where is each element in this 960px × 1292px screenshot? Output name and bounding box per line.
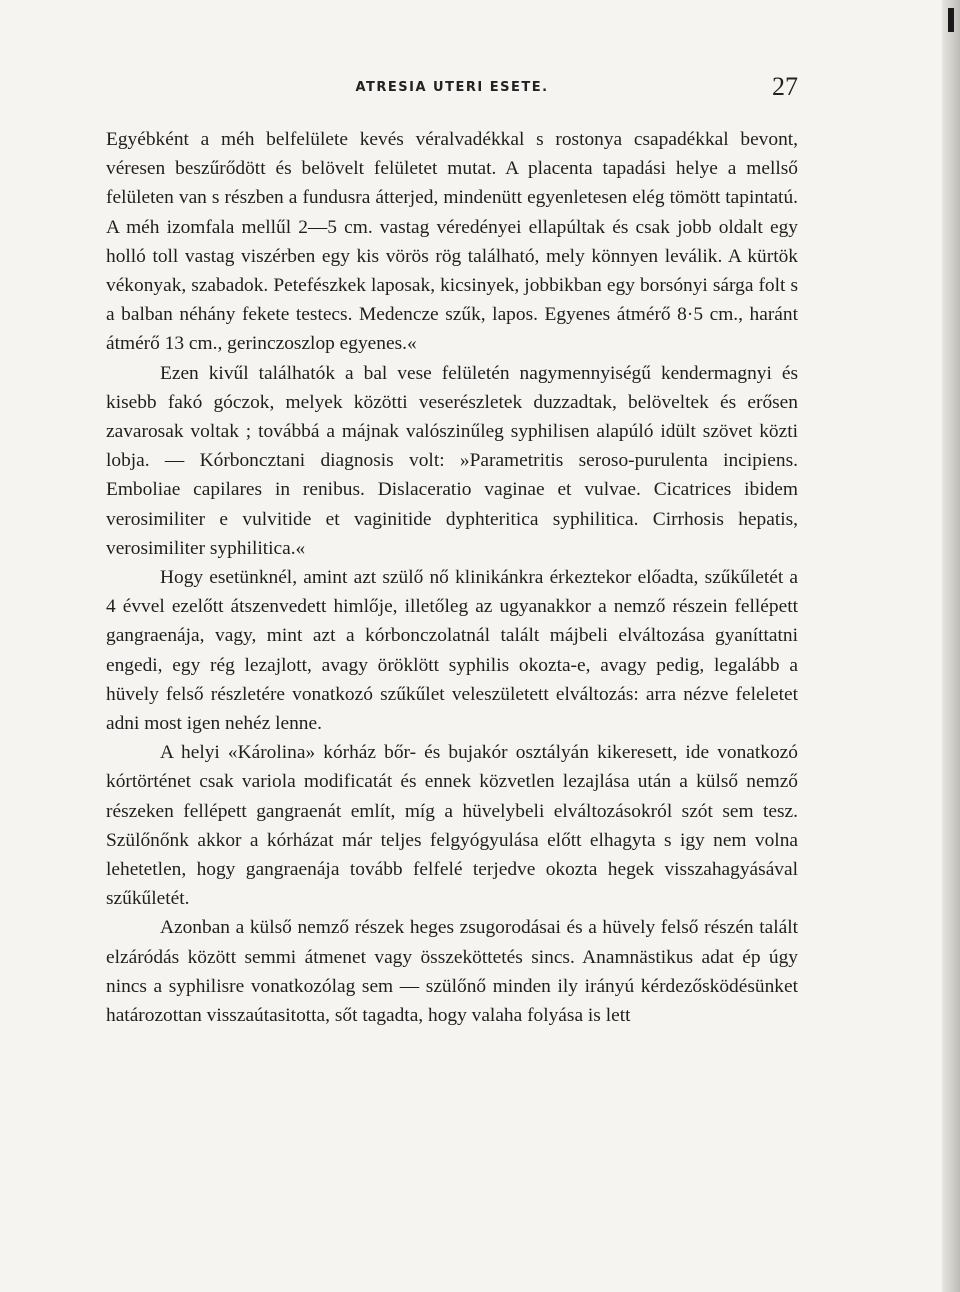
page-number: 27 [772, 72, 798, 101]
body-text [106, 125, 798, 1030]
page-edge-shadow [942, 0, 960, 1292]
paragraph: Azonban a külső nemző részek heges zsugorodásai és a hüvely felső részén talált elzáródás között semmi átmenet vagy összeköttetés sincs. Anamnästikus adat ép úgy nincs a syphilisre vonatkozólag sem — szülőnő minden ily irányú kérdezősködésünket határozottan visszaútasitotta, sőt tagadta, hogy valaha folyása is lett [106, 917, 798, 1027]
running-title: ATRESIA UTERI ESETE. [355, 80, 549, 95]
paragraph: Ezen kivűl találhatók a bal vese felületén nagymennyiségű kendermagnyi és kisebb fakó góczok, melyek közötti veserészletek duzzadtak, belöveltek és erősen zavarosak voltak ; továbbá a májnak valószinűleg syphilisen alapúló idült szövet közti lobja. — Kórboncztani diagnosis volt: »Parametritis seroso-purulenta incipiens. Emboliae capilares in renibus. Dislaceratio vaginae et vulvae. Cicatrices ibidem verosimiliter e vulvitide et vaginitide dyphteritica syphilitica. Cirrhosis hepatis, verosimiliter syphilitica.« [106, 362, 798, 559]
page-header [106, 72, 798, 106]
paragraph: Egyébként a méh belfelülete kevés véralvadékkal s rostonya csapadékkal bevont, véresen beszűrődött és belövelt felületet mutat. A placenta tapadási helye a mellső felületen van s részben a fundusra átterjed, mindenütt egyenletesen elég tömött tapintatú. A méh izomfala mellűl 2—5 cm. vastag véredényei ellapúltak és csak jobb oldalt egy holló toll vastag viszérben egy kis vörös rög található, mely könnyen leválik. A kürtök vékonyak, szabadok. Petefészkek laposak, kicsinyek, jobbikban egy borsónyi sárga folt s a balban néhány fekete testecs. Medencze szűk, lapos. Egyenes átmérő 8·5 cm., haránt átmérő 13 cm., gerinczoszlop egyenes.« [106, 129, 798, 355]
edge-mark [948, 8, 954, 32]
paragraph: A helyi «Károlina» kórház bőr- és bujakór osztályán kikeresett, ide vonatkozó kórtörténet csak variola modificatát és ennek közvetlen lezajlása után a külső nemző részeken fellépett gangraenát említ, míg a hüvelybeli elváltozásokról szót sem tesz. Szülőnőnk akkor a kórházat már teljes felgyógyulása előtt elhagyta s igy nem volna lehetetlen, hogy gangraenája tovább felfelé terjedve okozta hegek visszahagyásával szűkűletét. [106, 742, 798, 910]
paragraph: Hogy esetünknél, amint azt szülő nő klinikánkra érkeztekor előadta, szűkűletét a 4 évvel ezelőtt átszenvedett himlője, illetőleg az ugyanakkor a nemző részein fellépett gangraenája, vagy, mint azt a kórbonczolatnál talált májbeli elváltozása gyaníttatni engedi, egy rég lezajlott, avagy öröklött syphilis okozta-e, avagy pedig, legalább a hüvely felső részletére vonatkozó szűkűlet veleszületett elváltozás: arra nézve feleletet adni most igen nehéz lenne. [106, 567, 798, 735]
